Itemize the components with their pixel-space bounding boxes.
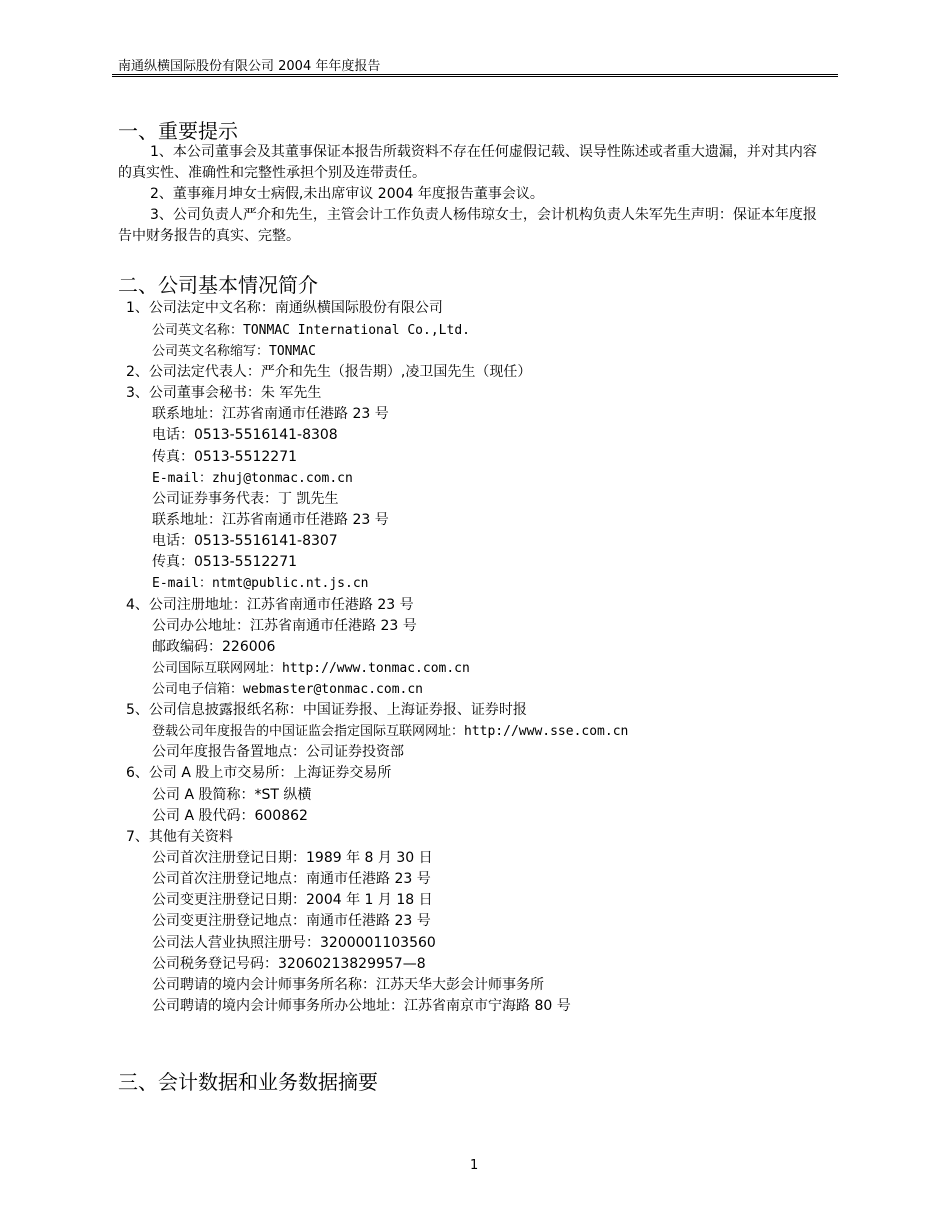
info-line: 公司税务登记号码：32060213829957—8 (152, 956, 426, 972)
info-line: 1、公司法定中文名称：南通纵横国际股份有限公司 (126, 300, 443, 316)
info-line: 6、公司 A 股上市交易所：上海证券交易所 (126, 765, 392, 781)
section-1-title: 一、重要提示 (118, 119, 238, 143)
info-line: 公司变更注册登记日期：2004 年 1 月 18 日 (152, 892, 433, 908)
info-line: 公司年度报告备置地点：公司证券投资部 (152, 744, 404, 760)
page-number: 1 (470, 1158, 479, 1173)
info-line: 联系地址：江苏省南通市任港路 23 号 (152, 512, 389, 528)
section-2-title: 二、公司基本情况简介 (118, 273, 318, 297)
info-line: 公司证券事务代表：丁 凯先生 (152, 491, 339, 507)
info-line: 电话：0513-5516141-8308 (152, 427, 338, 443)
info-line: 公司法人营业执照注册号：3200001103560 (152, 935, 436, 951)
info-line: 3、公司董事会秘书：朱 军先生 (126, 385, 322, 401)
info-line: 7、其他有关资料 (126, 829, 233, 845)
info-line: 公司变更注册登记地点：南通市任港路 23 号 (152, 913, 431, 929)
info-line: 公司英文名称：TONMAC International Co.,Ltd. (152, 323, 470, 338)
info-line: 邮政编码：226006 (152, 639, 276, 655)
info-line: 公司首次注册登记日期：1989 年 8 月 30 日 (152, 850, 433, 866)
notice-paragraph-2: 2、董事雍月坤女士病假,未出席审议 2004 年度报告董事会议。 (150, 186, 544, 202)
info-line: 5、公司信息披露报纸名称：中国证券报、上海证券报、证券时报 (126, 702, 527, 718)
info-line: 公司英文名称缩写：TONMAC (152, 344, 316, 359)
notice-paragraph-1: 1、本公司董事会及其董事保证本报告所载资料不存在任何虚假记载、误导性陈述或者重大遗漏，并对其内容的真实性、准确性和完整性承担个别及连带责任。 (118, 144, 817, 181)
info-line: 公司电子信箱：webmaster@tonmac.com.cn (152, 682, 424, 697)
info-line: E-mail：ntmt@public.nt.js.cn (152, 576, 369, 591)
notice-paragraph-3: 3、公司负责人严介和先生，主管会计工作负责人杨伟琼女士，会计机构负责人朱军先生声明：保证本年度报告中财务报告的真实、完整。 (118, 207, 817, 244)
info-line: 登载公司年度报告的中国证监会指定国际互联网网址：http://www.sse.com.cn (152, 724, 629, 739)
report-header: 南通纵横国际股份有限公司 2004 年年度报告 (118, 59, 381, 74)
header-rule (112, 74, 838, 77)
info-line: 公司 A 股代码：600862 (152, 808, 308, 824)
info-line: 4、公司注册地址：江苏省南通市任港路 23 号 (126, 597, 414, 613)
info-line: 电话：0513-5516141-8307 (152, 533, 338, 549)
info-line: 公司聘请的境内会计师事务所办公地址：江苏省南京市宁海路 80 号 (152, 998, 571, 1014)
info-line: 传真：0513-5512271 (152, 449, 298, 465)
info-line: 传真：0513-5512271 (152, 554, 298, 570)
info-line: 公司办公地址：江苏省南通市任港路 23 号 (152, 618, 417, 634)
section-3-title: 三、会计数据和业务数据摘要 (118, 1070, 378, 1094)
info-line: 联系地址：江苏省南通市任港路 23 号 (152, 406, 389, 422)
info-line: 公司聘请的境内会计师事务所名称：江苏天华大彭会计师事务所 (152, 977, 544, 993)
info-line: E-mail：zhuj@tonmac.com.cn (152, 471, 353, 486)
info-line: 2、公司法定代表人：严介和先生（报告期）,凌卫国先生（现任） (126, 364, 532, 380)
info-line: 公司 A 股简称：*ST 纵横 (152, 787, 312, 803)
info-line: 公司首次注册登记地点：南通市任港路 23 号 (152, 871, 431, 887)
info-line: 公司国际互联网网址：http://www.tonmac.com.cn (152, 661, 470, 676)
